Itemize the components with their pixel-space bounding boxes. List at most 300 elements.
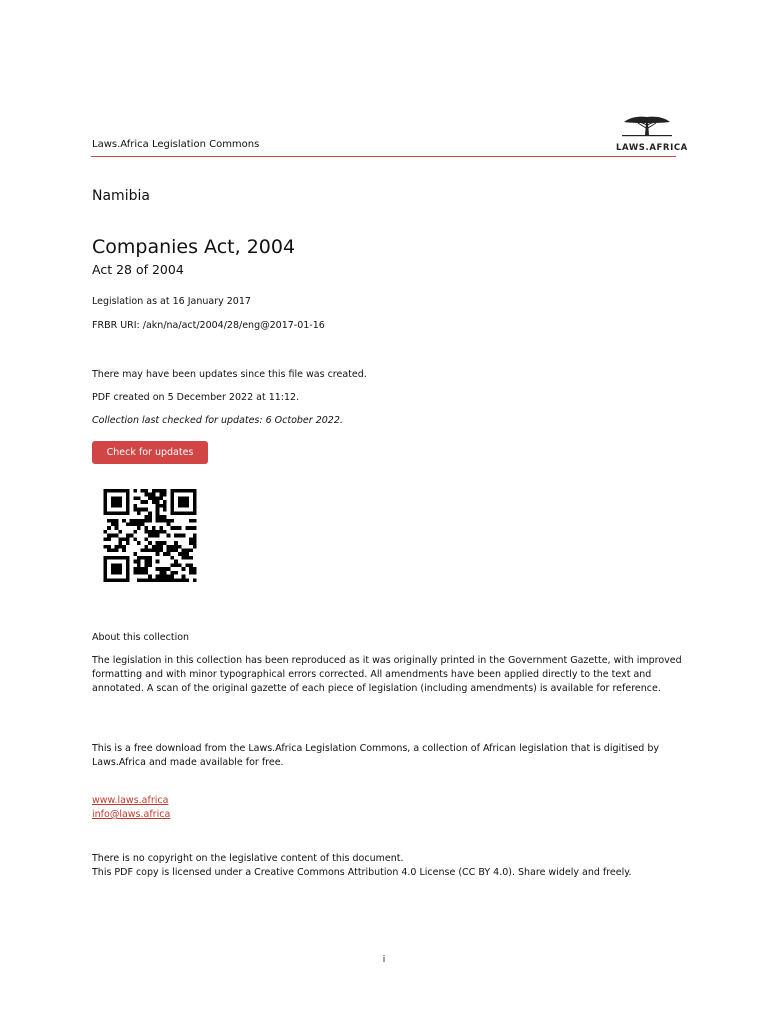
qr-module (159, 571, 163, 575)
qr-module (111, 534, 115, 538)
qr-module (133, 508, 137, 512)
qr-module (144, 489, 148, 493)
qr-module (193, 567, 197, 571)
qr-module (185, 500, 189, 504)
qr-module (185, 578, 189, 582)
qr-module (137, 526, 141, 530)
qr-module (163, 500, 167, 504)
qr-module (156, 500, 160, 504)
qr-module (189, 567, 193, 571)
qr-module (133, 567, 137, 571)
qr-module (137, 519, 141, 523)
qr-module (104, 567, 108, 571)
qr-module (141, 522, 145, 526)
qr-module (126, 556, 130, 560)
qr-module (107, 549, 111, 553)
qr-module (104, 571, 108, 575)
about-heading: About this collection (92, 632, 190, 643)
qr-module (104, 530, 108, 534)
qr-module (148, 560, 152, 564)
qr-module (107, 578, 111, 582)
qr-module (144, 549, 148, 553)
qr-module (104, 563, 108, 567)
qr-module (107, 545, 111, 549)
qr-module (152, 578, 156, 582)
qr-module (137, 560, 141, 564)
qr-module (170, 489, 174, 493)
qr-module (104, 489, 108, 493)
qr-module (152, 496, 156, 500)
qr-module (174, 489, 178, 493)
qr-module (163, 578, 167, 582)
qr-module (193, 541, 197, 545)
license-line-1: There is no copyright on the legislative content of this document. (92, 853, 404, 864)
qr-module (115, 489, 119, 493)
qr-module (167, 545, 171, 549)
qr-module (185, 563, 189, 567)
qr-module (137, 556, 141, 560)
qr-module (133, 560, 137, 564)
qr-module (104, 500, 108, 504)
frbr-uri: FRBR URI: /akn/na/act/2004/28/eng@2017-01-16 (92, 320, 325, 331)
qr-module (178, 563, 182, 567)
qr-module (104, 560, 108, 564)
qr-module (115, 578, 119, 582)
qr-module (159, 545, 163, 549)
qr-module (170, 500, 174, 504)
qr-module (185, 496, 189, 500)
qr-module (178, 526, 182, 530)
qr-module (133, 522, 137, 526)
qr-module (152, 526, 156, 530)
qr-module (193, 493, 197, 497)
qr-module (111, 489, 115, 493)
qr-module (185, 504, 189, 508)
qr-module (178, 545, 182, 549)
collection-checked: Collection last checked for updates: 6 October 2022. (92, 415, 343, 426)
qr-module (107, 526, 111, 530)
qr-module (193, 500, 197, 504)
qr-module (159, 567, 163, 571)
qr-module (133, 552, 137, 556)
qr-module (137, 508, 141, 512)
email-link[interactable]: info@laws.africa (92, 809, 171, 820)
qr-module (163, 571, 167, 575)
qr-module (163, 530, 167, 534)
qr-module (111, 549, 115, 553)
qr-module (174, 563, 178, 567)
qr-module (178, 552, 182, 556)
qr-module (137, 567, 141, 571)
qr-module (111, 571, 115, 575)
qr-module (167, 549, 171, 553)
website-link[interactable]: www.laws.africa (92, 795, 169, 806)
qr-module (115, 500, 119, 504)
qr-module (170, 526, 174, 530)
qr-module (126, 534, 130, 538)
qr-module (174, 549, 178, 553)
qr-module (185, 526, 189, 530)
qr-module (144, 526, 148, 530)
qr-module (156, 530, 160, 534)
qr-module (115, 522, 119, 526)
qr-module (141, 578, 145, 582)
qr-module (118, 571, 122, 575)
qr-module (159, 578, 163, 582)
qr-module (152, 549, 156, 553)
qr-module (115, 567, 119, 571)
qr-module (193, 508, 197, 512)
qr-module (193, 545, 197, 549)
qr-module (115, 496, 119, 500)
qr-module (189, 537, 193, 541)
qr-module (193, 511, 197, 515)
qr-module (163, 489, 167, 493)
qr-module (156, 511, 160, 515)
qr-module (148, 549, 152, 553)
qr-module (178, 489, 182, 493)
qr-module (115, 556, 119, 560)
about-paragraph-1: The legislation in this collection has been reproduced as it was originally printed in the Government Gazette, with improved formatting and with minor typographical errors corrected. All amendments have been applied directly to the text and annotated. A scan of the original gazette of each piece of legislation (including amendments) is available for reference. (92, 655, 682, 694)
qr-module (144, 567, 148, 571)
about-paragraph-2: This is a free download from the Laws.Africa Legislation Commons, a collection of African legislation that is digitised by Laws.Africa and made available for free. (92, 743, 659, 768)
qr-module (126, 493, 130, 497)
qr-module (144, 515, 148, 519)
qr-module (122, 537, 126, 541)
qr-module (159, 489, 163, 493)
qr-module (156, 567, 160, 571)
qr-module (182, 552, 186, 556)
qr-module (144, 578, 148, 582)
qr-module (126, 496, 130, 500)
qr-module (144, 545, 148, 549)
qr-module (144, 500, 148, 504)
qr-module (170, 571, 174, 575)
qr-module (107, 556, 111, 560)
qr-module (144, 560, 148, 564)
qr-module (159, 519, 163, 523)
qr-module (156, 541, 160, 545)
qr-module (126, 500, 130, 504)
qr-module (167, 578, 171, 582)
qr-module (122, 549, 126, 553)
qr-module (137, 541, 141, 545)
qr-module (133, 489, 137, 493)
qr-module (141, 500, 145, 504)
qr-module (170, 545, 174, 549)
qr-module (148, 493, 152, 497)
qr-module (115, 563, 119, 567)
qr-module (126, 560, 130, 564)
qr-module (130, 522, 134, 526)
header-divider (91, 156, 676, 157)
qr-module (111, 578, 115, 582)
qr-module (133, 504, 137, 508)
qr-module (148, 534, 152, 538)
qr-module (144, 571, 148, 575)
qr-module (182, 567, 186, 571)
qr-module (118, 496, 122, 500)
qr-module (148, 575, 152, 579)
qr-module (111, 563, 115, 567)
qr-module (170, 508, 174, 512)
qr-module (170, 504, 174, 508)
qr-module (126, 567, 130, 571)
qr-module (193, 504, 197, 508)
qr-module (185, 556, 189, 560)
qr-module (148, 515, 152, 519)
qr-module (111, 504, 115, 508)
qr-module (126, 563, 130, 567)
qr-module (107, 489, 111, 493)
qr-module (118, 556, 122, 560)
qr-module (156, 578, 160, 582)
qr-module (182, 489, 186, 493)
check-for-updates-button[interactable]: Check for updates (92, 441, 208, 464)
qr-module (163, 504, 167, 508)
qr-module (156, 545, 160, 549)
qr-module (170, 578, 174, 582)
qr-module (159, 526, 163, 530)
qr-module (141, 508, 145, 512)
qr-module (163, 508, 167, 512)
qr-module (178, 578, 182, 582)
updates-note: There may have been updates since this file was created. (92, 369, 367, 380)
qr-module (126, 489, 130, 493)
qr-module (137, 563, 141, 567)
pdf-created: PDF created on 5 December 2022 at 11:12. (92, 392, 300, 403)
qr-module (178, 534, 182, 538)
qr-module (118, 563, 122, 567)
qr-module (152, 530, 156, 534)
qr-module (148, 578, 152, 582)
qr-module (122, 519, 126, 523)
qr-module (159, 549, 163, 553)
qr-module (189, 571, 193, 575)
qr-module (163, 552, 167, 556)
qr-module (137, 522, 141, 526)
qr-module (159, 496, 163, 500)
qr-module (193, 571, 197, 575)
qr-module (174, 526, 178, 530)
logo-text: LAWS.AFRICA (616, 143, 688, 153)
qr-module (148, 530, 152, 534)
qr-module (148, 511, 152, 515)
qr-module (193, 496, 197, 500)
qr-module (189, 489, 193, 493)
qr-module (111, 496, 115, 500)
qr-module (122, 489, 126, 493)
qr-module (170, 493, 174, 497)
qr-module (122, 545, 126, 549)
page-number: i (382, 955, 386, 965)
qr-module (156, 508, 160, 512)
qr-module (182, 556, 186, 560)
qr-module (178, 496, 182, 500)
qr-module (182, 500, 186, 504)
qr-module (104, 508, 108, 512)
qr-module (156, 496, 160, 500)
qr-module (167, 567, 171, 571)
qr-module (159, 493, 163, 497)
qr-module (185, 549, 189, 553)
qr-module (130, 519, 134, 523)
qr-module (189, 541, 193, 545)
qr-code[interactable] (100, 489, 200, 582)
qr-module (148, 519, 152, 523)
qr-module (115, 526, 119, 530)
qr-module (156, 504, 160, 508)
qr-module (130, 534, 134, 538)
qr-module (115, 545, 119, 549)
qr-module (159, 575, 163, 579)
qr-module (115, 504, 119, 508)
qr-module (163, 567, 167, 571)
qr-module (126, 571, 130, 575)
qr-module (118, 530, 122, 534)
qr-module (156, 534, 160, 538)
qr-module (107, 511, 111, 515)
qr-module (122, 511, 126, 515)
qr-module (182, 578, 186, 582)
qr-module (174, 545, 178, 549)
qr-module (193, 526, 197, 530)
qr-module (141, 549, 145, 553)
qr-module (189, 519, 193, 523)
qr-module (141, 556, 145, 560)
qr-module (182, 549, 186, 553)
qr-module (170, 519, 174, 523)
qr-module (189, 563, 193, 567)
qr-module (144, 530, 148, 534)
qr-module (104, 575, 108, 579)
qr-module (137, 578, 141, 582)
qr-module (115, 519, 119, 523)
qr-module (141, 489, 145, 493)
acacia-tree-icon (616, 113, 678, 141)
qr-module (111, 567, 115, 571)
qr-module (126, 578, 130, 582)
qr-module (133, 496, 137, 500)
qr-module (174, 534, 178, 538)
qr-module (111, 500, 115, 504)
qr-module (189, 549, 193, 553)
qr-module (133, 537, 137, 541)
qr-module (144, 537, 148, 541)
qr-module (126, 541, 130, 545)
qr-module (133, 519, 137, 523)
laws-africa-logo (616, 113, 688, 153)
qr-module (167, 575, 171, 579)
qr-module (156, 560, 160, 564)
qr-module (159, 515, 163, 519)
qr-module (170, 575, 174, 579)
qr-module (170, 511, 174, 515)
qr-module (126, 504, 130, 508)
qr-module (115, 511, 119, 515)
qr-module (118, 504, 122, 508)
qr-module (144, 563, 148, 567)
qr-module (126, 508, 130, 512)
qr-module (193, 534, 197, 538)
qr-module (182, 511, 186, 515)
qr-module (118, 489, 122, 493)
qr-module (111, 556, 115, 560)
qr-module (174, 511, 178, 515)
qr-module (118, 511, 122, 515)
qr-module (174, 560, 178, 564)
qr-module (167, 519, 171, 523)
qr-module (163, 541, 167, 545)
qr-module (144, 493, 148, 497)
qr-module (152, 500, 156, 504)
qr-module (174, 578, 178, 582)
qr-module (156, 515, 160, 519)
qr-module (122, 556, 126, 560)
qr-module (137, 496, 141, 500)
qr-module (185, 552, 189, 556)
qr-module (141, 519, 145, 523)
qr-module (111, 511, 115, 515)
qr-module (137, 511, 141, 515)
license-line-2: This PDF copy is licensed under a Creative Commons Attribution 4.0 License (CC BY 4.0). Share widely and freely. (92, 867, 632, 878)
document-title: Companies Act, 2004 (92, 236, 296, 258)
qr-module (156, 549, 160, 553)
qr-module (126, 522, 130, 526)
qr-module (137, 571, 141, 575)
qr-module (111, 522, 115, 526)
qr-module (118, 567, 122, 571)
qr-module (174, 571, 178, 575)
qr-module (152, 493, 156, 497)
qr-module (126, 575, 130, 579)
qr-module (148, 556, 152, 560)
qr-module (144, 519, 148, 523)
qr-module (133, 530, 137, 534)
country-label: Namibia (92, 188, 150, 204)
qr-module (118, 545, 122, 549)
qr-module (126, 537, 130, 541)
qr-module (193, 489, 197, 493)
qr-module (133, 571, 137, 575)
qr-module (163, 575, 167, 579)
qr-module (118, 578, 122, 582)
qr-module (182, 534, 186, 538)
qr-module (170, 496, 174, 500)
qr-module (118, 537, 122, 541)
qr-module (156, 552, 160, 556)
qr-module (107, 534, 111, 538)
qr-module (115, 571, 119, 575)
qr-module (182, 575, 186, 579)
qr-module (189, 511, 193, 515)
qr-module (159, 530, 163, 534)
qr-module (152, 489, 156, 493)
qr-module (167, 522, 171, 526)
qr-module (159, 504, 163, 508)
header-title: Laws.Africa Legislation Commons (92, 139, 260, 150)
qr-module (148, 563, 152, 567)
qr-module (178, 504, 182, 508)
qr-module (170, 549, 174, 553)
qr-module (104, 496, 108, 500)
qr-module (104, 511, 108, 515)
qr-module (167, 534, 171, 538)
qr-module (159, 541, 163, 545)
qr-module (193, 578, 197, 582)
qr-module (167, 552, 171, 556)
qr-module (163, 519, 167, 523)
